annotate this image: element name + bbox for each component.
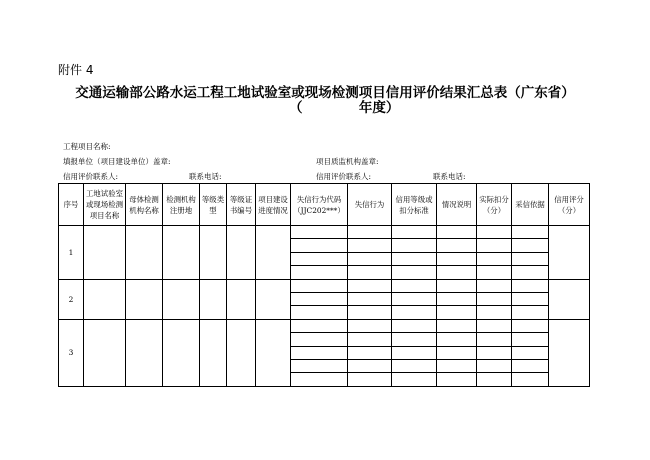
row-index: 2 <box>59 279 84 319</box>
col-header-progress: 项目建设进度情况 <box>256 184 291 226</box>
table-row <box>59 319 590 332</box>
col-header-certificate-no: 等级证书编号 <box>227 184 256 226</box>
col-header-credit-score: 信用评分（分） <box>549 184 590 226</box>
summary-table <box>58 183 590 387</box>
table-row <box>59 226 590 239</box>
col-header-deduction-standard: 信用等级或扣分标准 <box>392 184 437 226</box>
col-header-evidence: 采信依据 <box>512 184 549 226</box>
col-header-registration: 检测机构注册地 <box>163 184 200 226</box>
attachment-label: 附件 4 <box>58 63 94 77</box>
col-header-index: 序号 <box>59 184 84 226</box>
reporting-unit-field: 填报单位（项目建设单位）盖章: <box>63 157 171 166</box>
supervision-unit-field: 项目质监机构盖章: <box>316 157 379 166</box>
phone-field: 联系电话: <box>189 172 222 181</box>
row-index: 1 <box>59 226 84 280</box>
col-header-parent-agency: 母体检测机构名称 <box>126 184 163 226</box>
header-row <box>59 184 590 226</box>
page-title: 交通运输部公路水运工程工地试验室或现场检测项目信用评价结果汇总表（广东省） <box>75 85 575 101</box>
row-index: 3 <box>59 319 84 386</box>
contact-person-field: 信用评价联系人: <box>63 172 119 181</box>
col-header-explanation: 情况说明 <box>437 184 477 226</box>
project-name-field: 工程项目名称: <box>63 142 111 151</box>
col-header-actual-deduction: 实际扣分（分） <box>477 184 512 226</box>
col-header-violation-code: 失信行为代码（JJC202***） <box>291 184 348 226</box>
col-header-violation: 失信行为 <box>348 184 392 226</box>
page-subtitle: （ 年度） <box>289 100 400 116</box>
phone-field-2: 联系电话: <box>433 172 466 181</box>
contact-person-field-2: 信用评价联系人: <box>316 172 372 181</box>
col-header-lab-name: 工地试验室或现场检测项目名称 <box>84 184 126 226</box>
col-header-grade-type: 等级类型 <box>200 184 227 226</box>
table-row <box>59 279 590 292</box>
